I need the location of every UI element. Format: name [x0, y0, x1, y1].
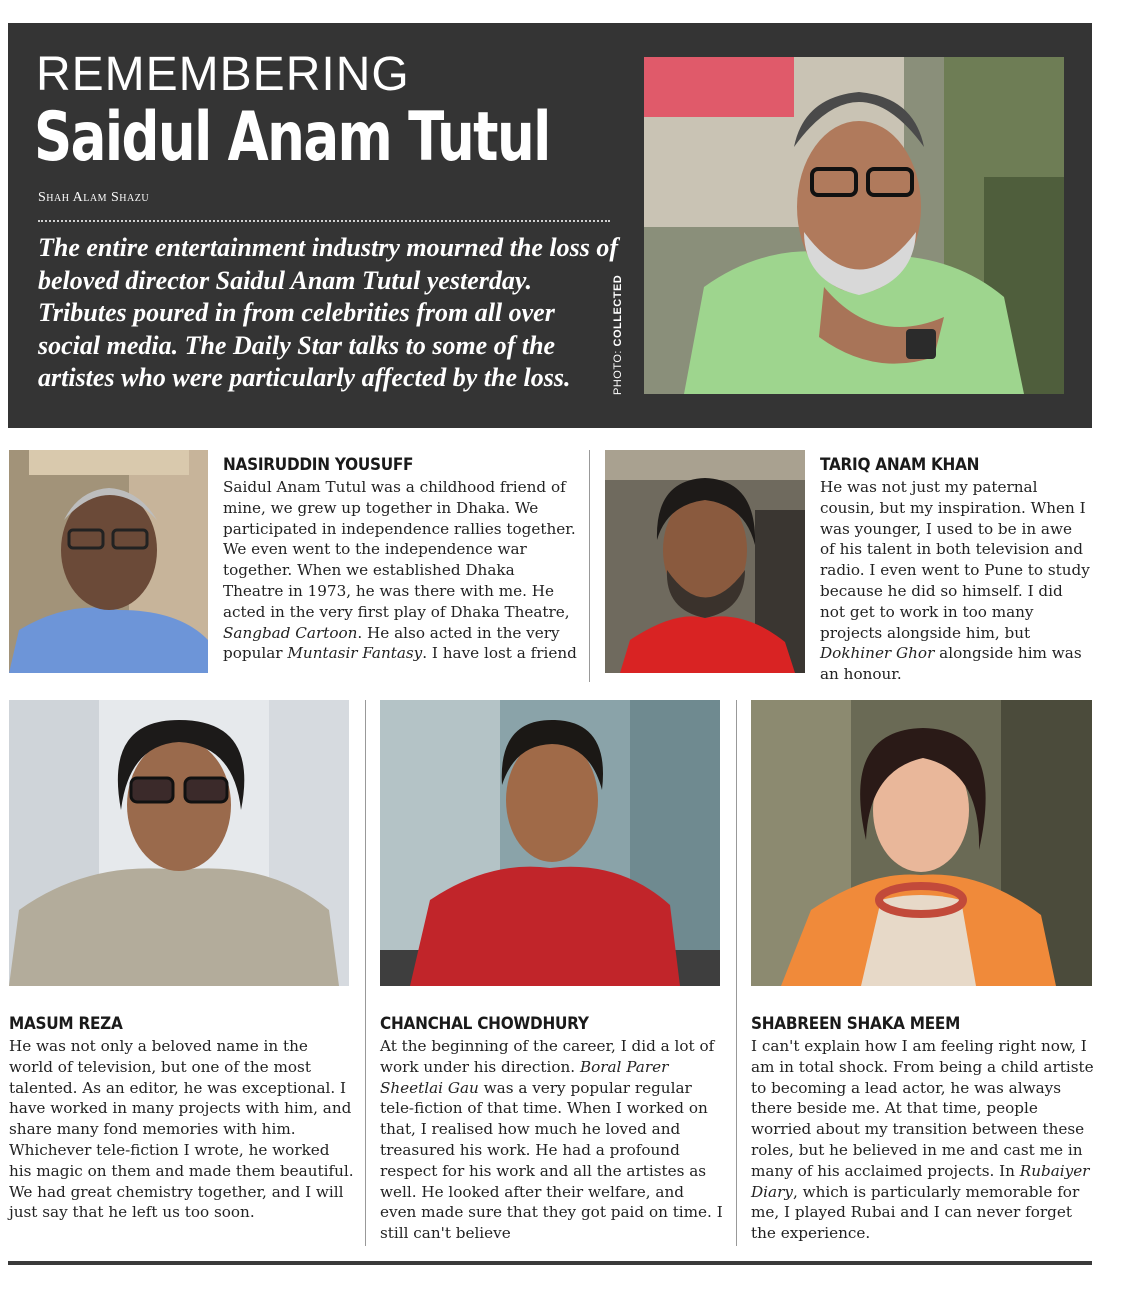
quote-text: alongside him was an honour.: [820, 644, 1082, 684]
quote-text: . He also acted in the very popular: [223, 623, 560, 663]
work-title: Boral Parer Sheetlai Gau: [380, 1057, 669, 1097]
tariq-photo: [605, 450, 805, 673]
quote-text: , which is particularly memorable for me, I played Rubai and I can never forget the experience.: [751, 1182, 1080, 1243]
masum-name: MASUM REZA: [9, 1014, 123, 1034]
quote-text: He was not only a beloved name in the world of television, but one of the most talented. As an editor, he was exceptional. I have worked in many projects with him, and share many fond memories with him. Whichever tele-fiction I wrote, he worked his magic on them and made them beautiful. We had great chemistry together, and I will just say that he left us too soon.: [9, 1037, 354, 1222]
chanchal-quote: [380, 1036, 725, 1244]
quote-text: was a very popular regular tele-fiction of that time. When I worked on that, I realised how much he loved and treasured his work. He had a profound respect for his work and all the artistes as well. He looked after their welfare, and even made sure that they got paid on time. I still can't believe: [380, 1078, 723, 1243]
column-divider: [736, 700, 737, 1246]
chanchal-name: CHANCHAL CHOWDHURY: [380, 1014, 589, 1034]
nasiruddin-photo: [9, 450, 208, 673]
quote-text: He was not just my paternal cousin, but my inspiration. When I was younger, I used to be in awe of his talent in both television and radio. I even went to Pune to study because he did so himself. I did not get to work in too many projects alongside him, but: [820, 478, 1090, 642]
quote-text: . I have lost a friend: [422, 644, 577, 663]
shabreen-photo: [751, 700, 1092, 986]
masum-photo: [9, 700, 349, 986]
main-portrait: [644, 57, 1064, 394]
work-title: Dokhiner Ghor: [820, 644, 935, 663]
shabreen-name: SHABREEN SHAKA MEEM: [751, 1014, 961, 1034]
kicker: REMEMBERING: [36, 48, 410, 101]
chanchal-photo: [380, 700, 720, 986]
column-divider: [589, 450, 590, 682]
dotted-divider: [38, 220, 610, 222]
quote-text: Saidul Anam Tutul was a childhood friend of mine, we grew up together in Dhaka. We participated in independence rallies together. We even went to the independence war together. When we established Dhaka Theatre in 1973, he was there with me. He acted in the very first play of Dhaka Theatre,: [223, 478, 576, 621]
nasiruddin-name: NASIRUDDIN YOUSUFF: [223, 455, 414, 475]
work-title: Muntasir Fantasy: [287, 644, 423, 663]
masum-quote: [9, 1036, 355, 1223]
intro-text: The entire entertainment industry mourned the loss of beloved director Saidul Anam Tutul yesterday. Tributes poured in from celebrities from all over social media. The Daily Star talks to some of the artistes who were particularly affected by the loss.: [38, 233, 619, 392]
tariq-quote: [820, 477, 1090, 685]
work-title: Rubaiyer Diary: [751, 1161, 1090, 1201]
headline: Saidul Anam Tutul: [34, 98, 550, 177]
photo-credit-prefix: PHOTO:: [612, 346, 624, 395]
shabreen-quote: [751, 1036, 1096, 1244]
bottom-rule: [8, 1261, 1092, 1265]
work-title: Sangbad Cartoon: [223, 623, 358, 642]
byline: Shah Alam Shazu: [38, 190, 150, 205]
nasiruddin-quote: [223, 477, 578, 664]
column-divider: [365, 700, 366, 1246]
photo-credit: [612, 275, 624, 395]
quote-text: At the beginning of the career, I did a lot of work under his direction.: [380, 1037, 715, 1076]
photo-credit-name: COLLECTED: [612, 274, 624, 347]
quote-text: I can't explain how I am feeling right now, I am in total shock. From being a child artiste to becoming a lead actor, he was always there beside me. At that time, people worried about my transition between these roles, but he believed in me and cast me in many of his acclaimed projects. In: [751, 1037, 1094, 1180]
tariq-name: TARIQ ANAM KHAN: [820, 455, 980, 475]
